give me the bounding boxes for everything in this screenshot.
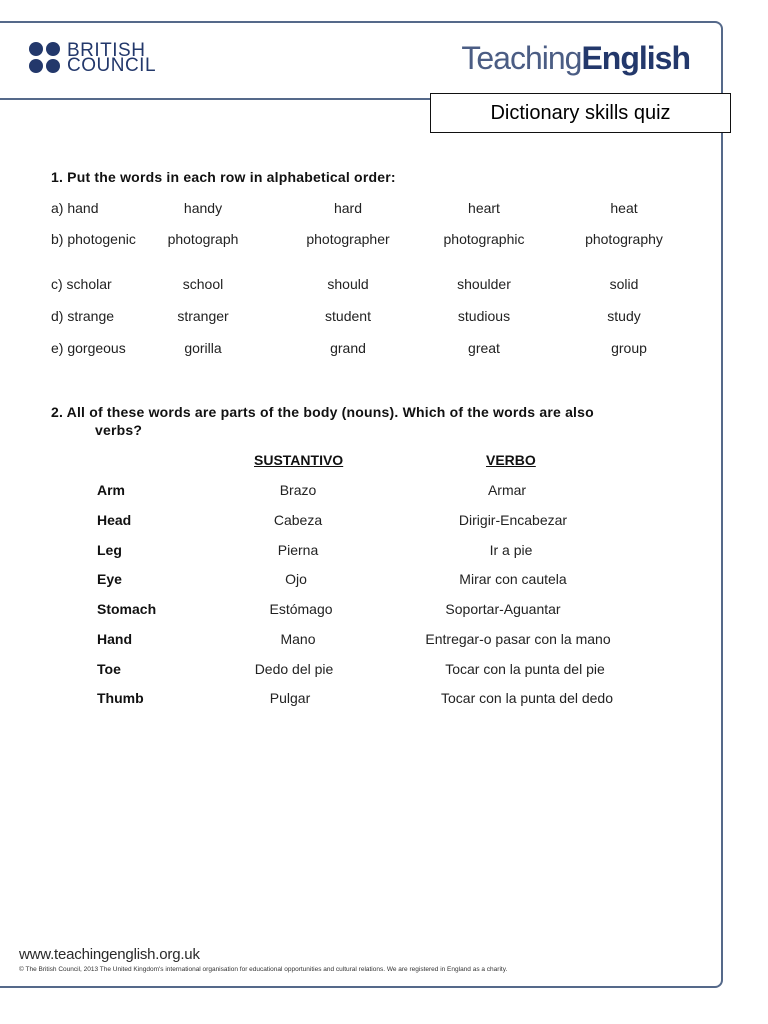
body-noun: Head [97, 512, 132, 528]
footer-url: www.teachingenglish.org.uk [19, 946, 200, 963]
page-frame [0, 21, 723, 988]
question-2-title [51, 403, 671, 439]
body-noun: Toe [97, 661, 121, 677]
q1-row-c [0, 276, 723, 296]
q1-word: hard [333, 200, 363, 216]
q1-word: student [325, 308, 371, 324]
question-1-title: 1. Put the words in each row in alphabetical order: [51, 169, 396, 185]
q1-word: school [182, 276, 224, 292]
q1-row-d [0, 308, 723, 328]
q1-word: b) photogenic [51, 231, 136, 247]
sustantivo-cell: Estómago [269, 601, 333, 617]
q2-row [0, 571, 723, 591]
q1-word: heat [610, 200, 638, 216]
q1-word: great [468, 340, 500, 356]
sustantivo-cell: Mano [280, 631, 316, 647]
verbo-cell: Mirar con cautela [459, 571, 567, 587]
q1-word: heart [468, 200, 500, 216]
bc-logo-line2: COUNCIL [67, 54, 157, 76]
verbo-cell: Tocar con la punta del dedo [440, 690, 614, 706]
q2-row [0, 542, 723, 562]
q1-word: photographic [443, 231, 525, 247]
q1-word: a) hand [51, 200, 99, 216]
body-noun: Stomach [97, 601, 157, 617]
question-2-title-line2: verbs? [95, 422, 143, 438]
q1-word: e) gorgeous [51, 340, 126, 356]
q2-row [0, 631, 723, 651]
q1-word: study [607, 308, 641, 324]
body-noun: Thumb [97, 690, 144, 706]
british-council-dots-icon [29, 42, 60, 73]
sustantivo-cell: Ojo [285, 571, 307, 587]
q2-row [0, 661, 723, 681]
q1-word: handy [183, 200, 223, 216]
body-noun: Arm [97, 482, 126, 498]
q1-word: gorilla [184, 340, 222, 356]
sustantivo-cell: Dedo del pie [254, 661, 334, 677]
verbo-cell: Tocar con la punta del pie [445, 661, 605, 677]
footer-copyright: © The British Council, 2013 The United Kingdom's international organisation for educational opportunities and cultural relations. We are registered in England as a charity. [19, 966, 508, 973]
q1-row-a [0, 200, 723, 220]
q2-row [0, 512, 723, 532]
q1-row-e [0, 340, 723, 360]
verbo-cell: Armar [487, 482, 527, 498]
question-2-title-line1: 2. All of these words are parts of the body (nouns). Which of the words are also [51, 404, 594, 420]
q1-word: group [611, 340, 647, 356]
body-noun: Hand [97, 631, 132, 647]
te-logo-light: Teaching [461, 40, 582, 76]
page-title: Dictionary skills quiz [430, 93, 731, 133]
british-council-logo [29, 39, 157, 76]
q1-word: studious [457, 308, 511, 324]
q1-word: d) strange [51, 308, 115, 324]
q1-word: stranger [177, 308, 229, 324]
sustantivo-cell: Cabeza [273, 512, 323, 528]
sustantivo-cell: Pierna [277, 542, 319, 558]
q1-word: grand [330, 340, 366, 356]
teaching-english-logo [461, 40, 690, 77]
sustantivo-cell: Brazo [279, 482, 317, 498]
q1-word: photograph [167, 231, 239, 247]
q1-word: shoulder [457, 276, 511, 292]
q1-word: should [327, 276, 369, 292]
q1-word: solid [609, 276, 639, 292]
body-noun: Eye [97, 571, 122, 587]
q1-word: photography [585, 231, 663, 247]
column-header-verbo: VERBO [486, 452, 536, 468]
verbo-cell: Dirigir-Encabezar [458, 512, 568, 528]
verbo-cell: Entregar-o pasar con la mano [425, 631, 611, 647]
bc-logo-line1: BRITISH [67, 39, 146, 61]
q2-row [0, 482, 723, 502]
q2-row [0, 690, 723, 710]
verbo-cell: Ir a pie [489, 542, 533, 558]
q1-word: c) scholar [51, 276, 112, 292]
verbo-cell: Soportar-Aguantar [445, 601, 561, 617]
q1-row-b [0, 231, 723, 251]
q2-row [0, 601, 723, 621]
body-noun: Leg [97, 542, 122, 558]
q1-word: photographer [306, 231, 390, 247]
te-logo-bold: English [581, 40, 690, 76]
column-header-sustantivo: SUSTANTIVO [254, 452, 344, 468]
sustantivo-cell: Pulgar [269, 690, 311, 706]
